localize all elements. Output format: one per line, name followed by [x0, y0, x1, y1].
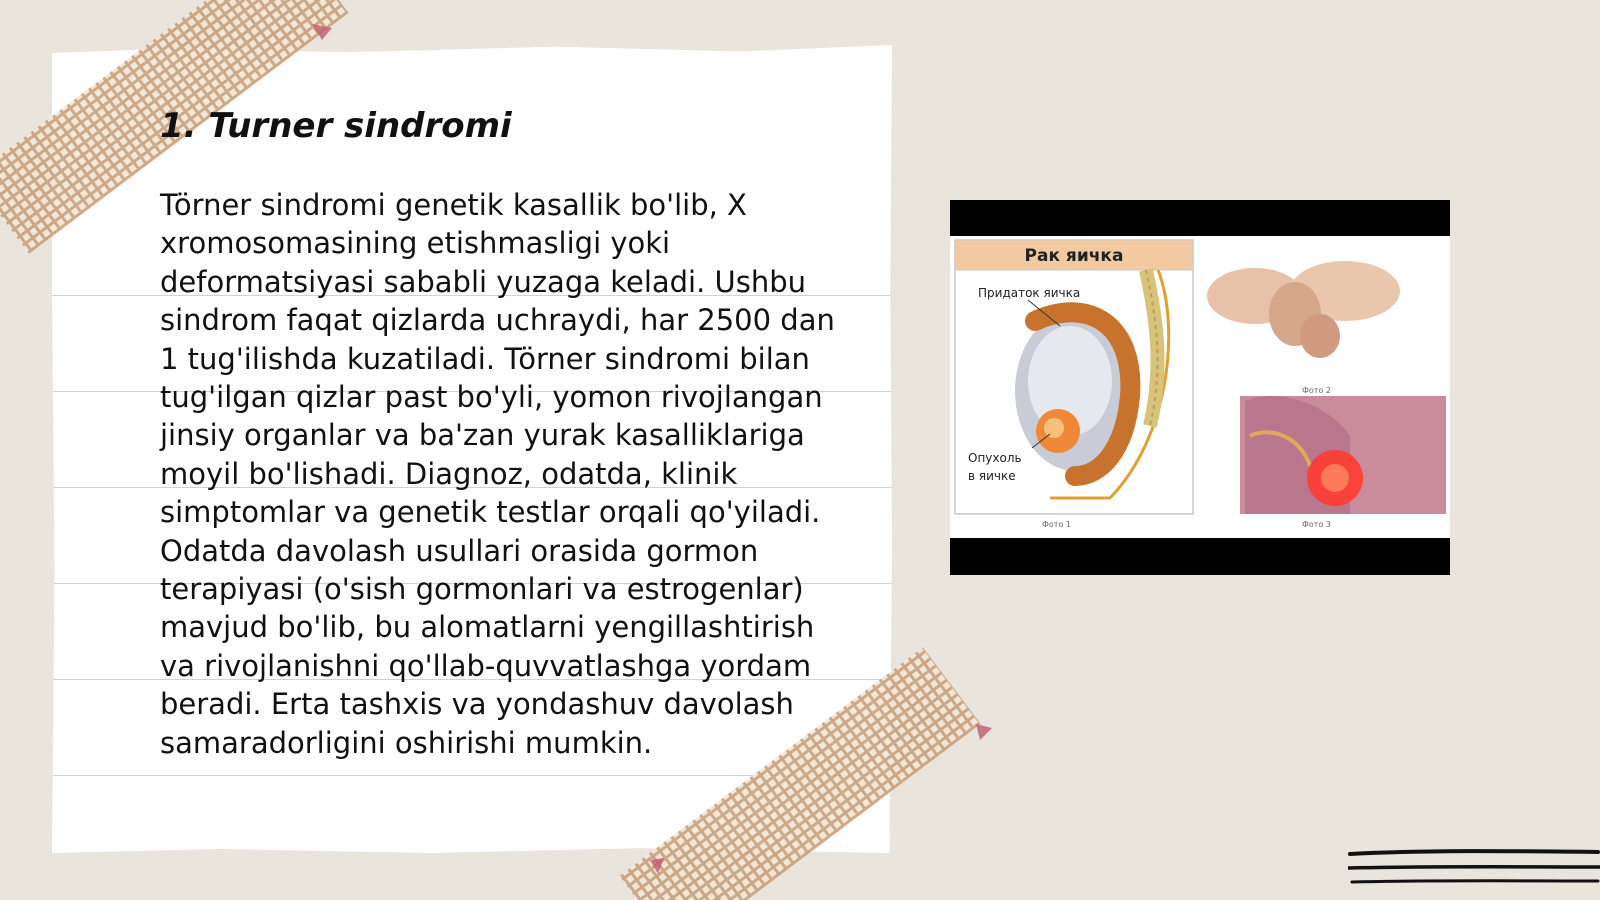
figure-content: [950, 236, 1450, 538]
slide-paragraph: Törner sindromi genetik kasallik bo'lib, X xromosomasining etishmasligi yoki deformatsiyasi sababli yuzaga keladi. Ushbu sindrom faqat qizlarda uchraydi, har 2500 dan 1 tug'ilishda kuzatiladi. Törner sindromi bilan tug'ilgan qizlar past bo'yli, yomon rivojlangan jinsiy organlar va ba'zan yurak kasalliklariga moyil bo'lishadi. Diagnoz, odatda, klinik simptomlar va genetik testlar orqali qo'yiladi. Odatda davolash usullari orasida gormon terapiyasi (o'sish gormonlari va estrogenlar) mavjud bo'lib, bu alomatlarni yengillashtirish va rivojlanishni qo'llab-quvvatlashga yordam beradi. Erta tashxis va yondashuv davolash samaradorligini oshirishi mumkin.: [160, 188, 835, 760]
caption-photo-3: Фото 3: [1302, 520, 1331, 529]
label-tumor-line1: Опухоль: [968, 451, 1022, 465]
figure-illustration: [950, 236, 1450, 538]
caption-photo-2: Фото 2: [1302, 386, 1331, 395]
medical-figure: [950, 200, 1450, 575]
washi-tape-top: [0, 0, 340, 200]
decorative-lines: [1348, 846, 1600, 890]
figure-header-text: Рак яичка: [1024, 246, 1124, 266]
caption-photo-1: Фото 1: [1042, 520, 1071, 529]
label-tumor-line2: в яичке: [968, 469, 1016, 483]
label-epididymis: Придаток яичка: [978, 286, 1081, 300]
slide-title: 1. Turner sindromi: [160, 106, 512, 146]
